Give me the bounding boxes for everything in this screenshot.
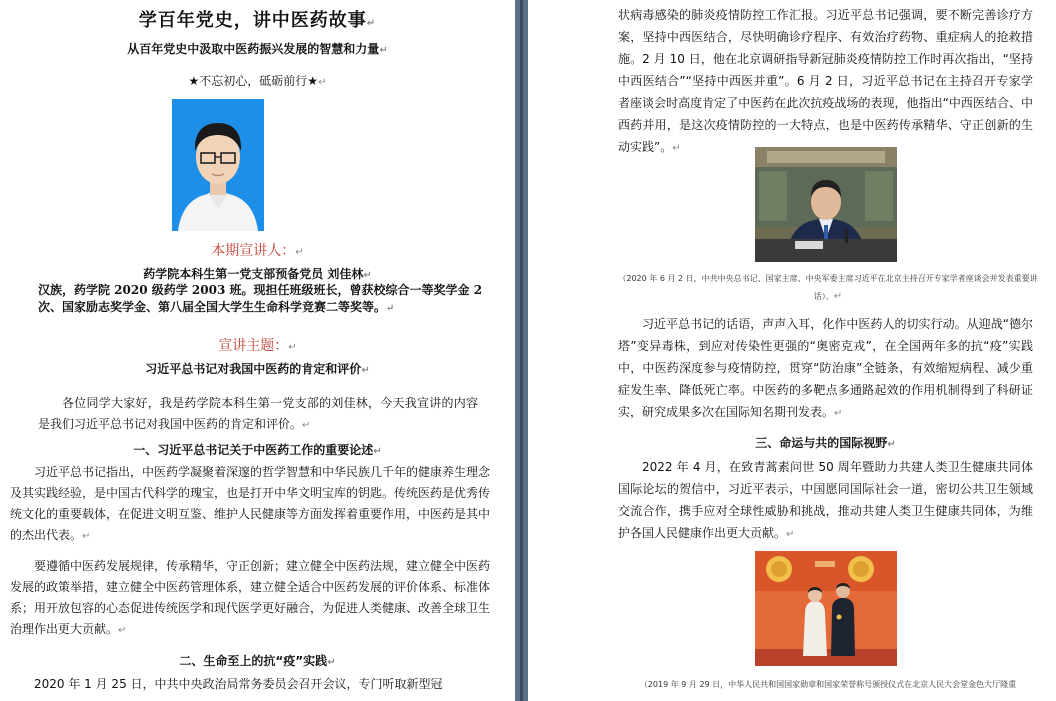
meeting-photo	[755, 147, 897, 262]
left-page	[0, 0, 515, 701]
right-paragraph-1: 状病毒感染的肺炎疫情防控工作汇报。习近平总书记强调，要不断完善诊疗方案，坚持中西医结合，尽快明确诊疗程序、有效治疗药物、重症病人的抢救措施。2 月 10 日，他在北京调研指导新冠肺炎疫情防控工作时再次指出，“坚持中西医结合”“坚持中西医并重”。6 月 2 日，习近平总书记在主持召开专家学者座谈会时高度肯定了中医药在此次抗疫战场的表现，他指出“中西医结合、中西药并用，是这次疫情防控的一大特点，也是中医药传承精华、守正创新的生动实践”。↵	[618, 8, 1033, 154]
speaker-bio: 汉族，药学院 2020 级药学 2003 班。现担任班级班长，曾获校综合一等奖学金 2 次、国家励志奖学金、第八届全国大学生生命科学竞赛二等奖等。↵	[38, 283, 483, 314]
speaker-portrait-photo	[172, 99, 264, 231]
document-subtitle: 从百年党史中汲取中医药振兴发展的智慧和力量↵	[127, 42, 388, 56]
page-gutter-line	[520, 0, 523, 701]
section1-paragraph-1: 习近平总书记指出，中医药学凝聚着深邃的哲学智慧和中华民族几千年的健康养生理念及其实践经验，是中国古代科学的瑰宝，也是打开中华文明宝库的钥匙。传统医药是优秀传统文化的重要载体，在促进文明互鉴、维护人民健康等方面发挥着重要作用，中医药是其中的杰出代表。↵	[10, 465, 491, 542]
right-paragraph-2: 习近平总书记的话语，声声入耳，化作中医药人的切实行动。从迎战“德尔塔”变异毒株，到应对传染性更强的“奥密克戎”，在全国两年多的抗“疫”实践中，中医药深度参与疫情防控，贯穿“防治康”全链条，有效缩短病程、减少重症发生率、降低死亡率。中医药的多靶点多通路起效的作用机制得到了科研证实，研究成果多次在国际知名期刊发表。↵	[618, 317, 1033, 419]
section1-heading: 一、习近平总书记关于中医药工作的重要论述↵	[133, 443, 382, 457]
caption-meeting: （2020 年 6 月 2 日，中共中央总书记、国家主席、中央军委主席习近平在北京主持召开专家学者座谈会并发表重要讲话）。↵	[618, 274, 1038, 302]
speaker-name: 药学院本科生第一党支部预备党员 刘佳林↵	[143, 267, 372, 281]
section2-heading: 二、生命至上的抗“疫”实践↵	[179, 654, 336, 668]
award-ceremony-photo	[755, 551, 897, 666]
speaker-heading: 本期宣讲人：↵	[211, 243, 304, 259]
section3-heading: 三、命运与共的国际视野↵	[755, 436, 896, 450]
document-title: 学百年党史，讲中医药故事↵	[138, 10, 377, 31]
motto: ★不忘初心，砥砺前行★↵	[188, 74, 327, 88]
right-paragraph-3: 2022 年 4 月，在致青蒿素问世 50 周年暨助力共建人类卫生健康共同体国际论坛的贺信中，习近平表示，中国愿同国际社会一道，密切公共卫生领域交流合作，携手应对全球性威胁和挑战，推动共建人类卫生健康共同体，为维护各国人民健康作出更大贡献。↵	[618, 460, 1033, 540]
intro-paragraph: 各位同学大家好，我是药学院本科生第一党支部的刘佳林，今天我宣讲的内容是我们习近平总书记对我国中医药的肯定和评价。↵	[38, 396, 478, 431]
section1-paragraph-2: 要遵循中医药发展规律，传承精华，守正创新；建立健全中医药法规，建立健全中医药发展的政策举措，建立健全中医药管理体系，建立健全适合中医药发展的评价体系、标准体系；用开放包容的心态促进传统医学和现代医学更好融合，为促进人类健康、改善全球卫生治理作出更大贡献。↵	[10, 559, 491, 636]
topic-title: 习近平总书记对我国中医药的肯定和评价↵	[145, 362, 370, 376]
topic-heading: 宣讲主题：↵	[218, 338, 297, 354]
section2-paragraph-1: 2020 年 1 月 25 日，中共中央政治局常务委员会召开会议，专门听取新型冠	[34, 677, 443, 691]
caption-award-ceremony: （2019 年 9 月 29 日，中华人民共和国国家勋章和国家荣誉称号颁授仪式在北京人民大会堂金色大厅隆重	[639, 680, 1017, 689]
